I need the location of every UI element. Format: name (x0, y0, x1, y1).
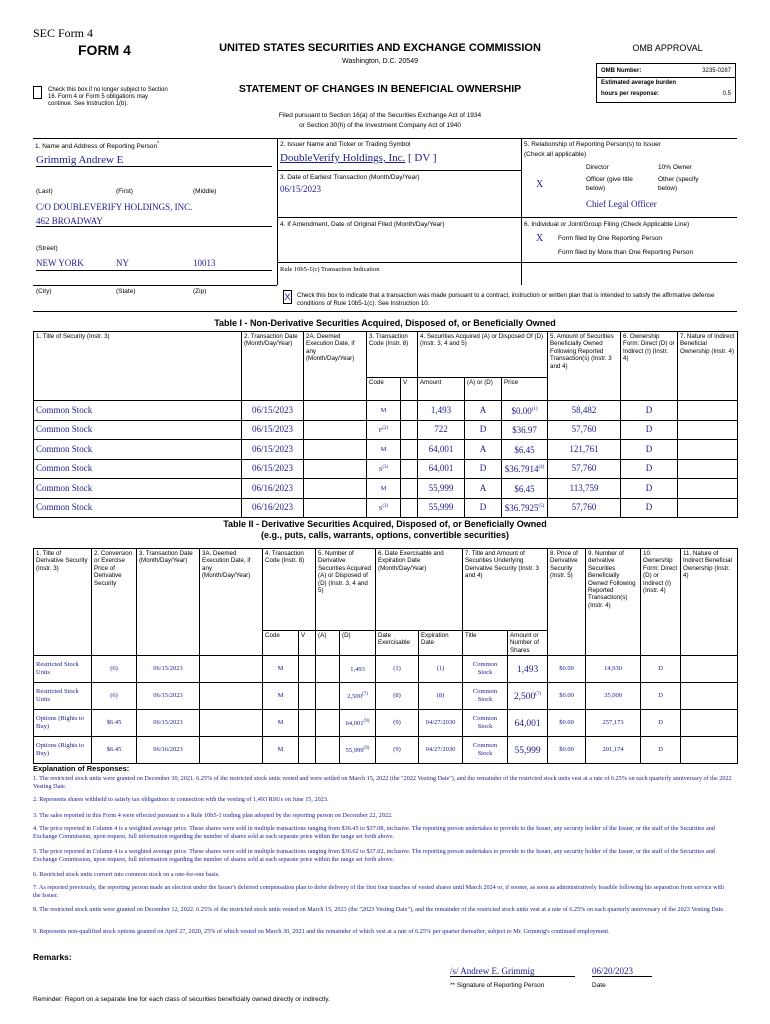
form-title: FORM 4 (78, 42, 131, 58)
street-label: (Street) (36, 245, 58, 252)
filed-pursuant-1: Filed pursuant to Section 16(a) of the Securities Exchange Act of 1934 (278, 112, 482, 119)
security-title: Common Stock (34, 401, 242, 421)
omb-number-label: OMB Number: (601, 68, 642, 74)
derivative-price: $0.00 (548, 737, 586, 764)
signature: /s/ Andrew E. Grimmig (450, 966, 575, 977)
underlying-title: Common Stock (463, 683, 508, 710)
filed-pursuant-2: or Section 30(h) of the Investment Company Act of 1940 (299, 122, 461, 129)
t2-h-deemed: 3A. Deemed Execution Date, if any (Month/Day/Year) (200, 549, 263, 656)
t1-h-amount: Amount (418, 378, 465, 401)
security-title: Common Stock (34, 440, 242, 460)
statement-title: STATEMENT OF CHANGES IN BENEFICIAL OWNERSHIP (238, 83, 522, 95)
table-row (34, 656, 738, 683)
t2-h-exp: Expiration Date (419, 631, 463, 656)
transaction-date: 06/15/2023 (137, 656, 200, 683)
underlying-amount: 55,999 (508, 737, 548, 764)
conversion-price: (6) (92, 656, 137, 683)
ownership-form: D (641, 737, 681, 764)
ownership-form: D (621, 420, 678, 440)
table-row (34, 401, 738, 421)
filed-by-one[interactable]: Form filed by One Reporting Person (558, 235, 663, 242)
omb-approval-title: OMB APPROVAL (632, 43, 703, 53)
rule-checkbox[interactable]: X (284, 292, 291, 302)
middle-label: (Middle) (193, 188, 217, 195)
transaction-code: M (263, 710, 299, 737)
date-label: Date (592, 982, 606, 989)
t1-h-code: 3. Transaction Code (Instr. 8) (367, 332, 418, 378)
table2-title: Table II - Derivative Securities Acquired, Disposed of, or Beneficially Owned (223, 519, 547, 529)
transaction-code: $S^{(3)}$ (367, 459, 401, 479)
rule-text: Check this box to indicate that a transaction was made pursuant to a contract, instruction or written plan that is intended to satisfy the affirmative defense conditions of Rule 10b5-1(c). See Instruction 10. (297, 292, 715, 307)
t2-h-date: 3. Transaction Date (Month/Day/Year) (137, 549, 200, 656)
date-exercisable: (8) (376, 683, 419, 710)
filed-by-more[interactable]: Form filed by More than One Reporting Person (558, 249, 694, 256)
filing-label: 6. Individual or Joint/Group Filing (Check Applicable Line) (524, 221, 690, 228)
transaction-code: M (263, 656, 299, 683)
transaction-date: 06/16/2023 (242, 479, 304, 499)
transaction-code: $S^{(3)}$ (367, 498, 401, 518)
earliest-date: 06/15/2023 (280, 184, 322, 194)
table-row (34, 498, 738, 518)
footnote: 9. Represents non-qualified stock options granted on April 27, 2020, 25% of which vested on March 30, 2021 and the remainder of which vest at a rate of 6.25% per quarter thereafter, subject to Mr. Grimmig's continued employment. (33, 928, 610, 935)
transaction-date: 06/16/2023 (137, 737, 200, 764)
t1-h-v: V (401, 378, 418, 401)
conversion-price: $6.45 (92, 737, 137, 764)
t2-h-title: 1. Title of Derivative Security (Instr. 3) (34, 549, 92, 656)
expiration-date: 04/27/2030 (419, 710, 463, 737)
table-row (34, 479, 738, 499)
deemed-date (304, 440, 367, 460)
v-flag (299, 656, 316, 683)
amount: 722 (418, 420, 465, 440)
t2-h-number: 5. Number of Derivative Securities Acquired (A) or Disposed of (D) (Instr. 3, 4 and 5) (316, 549, 376, 631)
transaction-date: 06/16/2023 (242, 498, 304, 518)
footnote: 1. The restricted stock units were granted on December 30, 2021. 6.25% of the restricted stock units vested and were settled on March 15, 2022 (the "2022 Vesting Date"), and the remainder of the restricted stock units vest at a rate of 6.25% on each quarterly anniversary of the 2022 Vesting Date. (33, 775, 732, 791)
t2-h-price: 8. Price of Derivative Security (Instr. 5) (548, 549, 586, 656)
table-row (34, 683, 738, 710)
t1-h-title: 1. Title of Security (Instr. 3) (34, 332, 242, 401)
transaction-code: M (263, 683, 299, 710)
deemed-date (200, 710, 263, 737)
date-exercisable: (9) (376, 710, 419, 737)
expiration-date: (8) (419, 683, 463, 710)
t1-h-form: 6. Ownership Form: Direct (D) or Indirect (I) (Instr. 4) (621, 332, 678, 401)
acquired (316, 656, 340, 683)
transaction-date: 06/15/2023 (242, 459, 304, 479)
deemed-date (304, 498, 367, 518)
city-label: (City) (36, 288, 52, 295)
no-longer-subject-text: Check this box if no longer subject to Section 16. Form 4 or Form 5 obligations may continue. See Instruction 1(b). (48, 87, 168, 107)
t2-h-nature: 11. Nature of Indirect Beneficial Ownership (Instr. 4) (681, 549, 738, 656)
transaction-code: M (263, 737, 299, 764)
footnote: 3. The sales reported in this Form 4 were effected pursuant to a Rule 10b5-1 trading plan adopted by the reporting person on December 22, 2022. (33, 812, 393, 819)
expiration-date: (1) (419, 656, 463, 683)
ownership-form: D (621, 459, 678, 479)
no-longer-subject-checkbox[interactable] (33, 86, 42, 99)
table-row (34, 737, 738, 764)
address-line-1: C/O DOUBLEVERIFY HOLDINGS, INC. (36, 202, 193, 212)
t2-h-form: 10. Ownership Form: Direct (D) or Indirect (I) (Instr. 4) (641, 549, 681, 656)
v-flag (401, 401, 418, 421)
reporting-person-label: 1. Name and Address of Reporting Person* (35, 141, 160, 151)
v-flag (299, 710, 316, 737)
acquired (316, 683, 340, 710)
table-row (34, 459, 738, 479)
derivative-price: $0.00 (548, 683, 586, 710)
t2-h-d: (D) (340, 631, 376, 656)
v-flag (401, 440, 418, 460)
t2-h-ul-title: Title (463, 631, 508, 656)
v-flag (401, 459, 418, 479)
zip-label: (Zip) (193, 288, 207, 295)
reminder-text: Reminder: Report on a separate line for each class of securities beneficially owned directly or indirectly. (33, 996, 330, 1003)
price: $36.97 (502, 420, 548, 440)
derivatives-owned: 35,000 (586, 683, 641, 710)
nature-indirect (678, 420, 738, 440)
t2-h-conv: 2. Conversion or Exercise Price of Derivative Security (92, 549, 137, 656)
omb-hours-label: hours per response: (601, 91, 660, 97)
director-option[interactable]: Director (586, 164, 609, 171)
ownership-form: D (641, 710, 681, 737)
t1-h-code-sub: Code (367, 378, 401, 401)
agency-location: Washington, D.C. 20549 (341, 58, 418, 65)
derivative-price: $0.00 (548, 656, 586, 683)
security-title: Common Stock (34, 420, 242, 440)
nature-indirect (681, 683, 738, 710)
footnote: 4. The price reported in Column 4 is a weighted average price. These shares were sold in multiple transactions ranging from $36.45 to $37.08, inclusive. The reporting person undertakes to provide to the Issuer, any security holder of the Issuer, or the staff of the Securities and Exchange Commission, upon request, full information regarding the number of shares sold at each separate price within the range set forth above. (33, 825, 715, 841)
derivatives-owned: 257,173 (586, 710, 641, 737)
a-or-d: D (465, 459, 502, 479)
last-label: (Last) (36, 188, 53, 195)
t2-h-v: V (299, 631, 316, 656)
acquired (316, 737, 340, 764)
conversion-price: $6.45 (92, 710, 137, 737)
nature-indirect (678, 498, 738, 518)
issuer-label: 2. Issuer Name and Ticker or Trading Symbol (280, 141, 411, 148)
deemed-date (200, 737, 263, 764)
underlying-title: Common Stock (463, 710, 508, 737)
v-flag (299, 737, 316, 764)
explanation-label: Explanation of Responses: (33, 764, 130, 773)
sec-form-label: SEC Form 4 (33, 26, 94, 40)
transaction-date: 06/15/2023 (137, 710, 200, 737)
state-value: NY (116, 258, 129, 268)
t2-h-owned: 9. Number of derivative Securities Beneficially Owned Following Reported Transaction(s) (Instr. 4) (586, 549, 641, 656)
acquired (316, 710, 340, 737)
underlying-title: Common Stock (463, 737, 508, 764)
t1-h-acquired: 4. Securities Acquired (A) or Disposed Of (D) (Instr. 3, 4 and 5) (418, 332, 548, 378)
remarks-label: Remarks: (33, 952, 72, 962)
amount-owned: 121,761 (548, 440, 621, 460)
amount: 64,001 (418, 440, 465, 460)
expiration-date: 04/27/2030 (419, 737, 463, 764)
signature-date: 06/20/2023 (592, 966, 652, 977)
address-line-2: 462 BROADWAY (36, 216, 272, 227)
a-or-d: D (465, 498, 502, 518)
t2-h-underlying: 7. Title and Amount of Securities Underlying Derivative Security (Instr. 3 and 4) (463, 549, 548, 631)
date-exercisable: (9) (376, 737, 419, 764)
footnote: 2. Represents shares withheld to satisfy tax obligations in connection with the vesting of 1,493 RSUs on June 15, 2023. (33, 796, 329, 803)
derivative-title: Restricted Stock Units (34, 656, 92, 683)
deemed-date (304, 479, 367, 499)
derivative-title: Options (Rights to Buy) (34, 710, 92, 737)
transaction-code: $F^{(2)}$ (367, 420, 401, 440)
nature-indirect (681, 710, 738, 737)
zip-value: 10013 (193, 258, 216, 268)
deemed-date (304, 420, 367, 440)
footnote: 8. The restricted stock units were granted on December 12, 2022. 6.25% of the restricted stock units vested on March 15, 2023 (the "2023 Vesting Date"), and the remainder of the restricted stock units vest at a rate of 6.25% on each quarterly anniversary of the 2023 Vesting Date. (33, 906, 725, 913)
derivatives-owned: 201,174 (586, 737, 641, 764)
nature-indirect (678, 479, 738, 499)
amount: 55,999 (418, 498, 465, 518)
state-label: (State) (116, 288, 136, 295)
deemed-date (304, 401, 367, 421)
officer-mark[interactable]: X (536, 179, 544, 190)
table-row (34, 440, 738, 460)
ownership-form: D (621, 479, 678, 499)
t2-h-a: (A) (316, 631, 340, 656)
footnote: 7. As reported previously, the reporting person made an election under the Issuer's deferred compensation plan to defer delivery of the first four tranches of vested shares until March 2024 or, if sooner, as soon as administratively feasible following his separation from service with the Issuer. (33, 884, 725, 900)
ownership-form: D (621, 498, 678, 518)
amount-owned: 58,482 (548, 401, 621, 421)
issuer-name[interactable]: DoubleVerify Holdings, Inc. [ DV ] (280, 152, 437, 164)
price: $36.7914$^{(4)}$ (502, 459, 548, 479)
ownership-form: D (641, 656, 681, 683)
a-or-d: A (465, 479, 502, 499)
amount: 1,493 (418, 401, 465, 421)
amendment-label: 4. If Amendment, Date of Original Filed (Month/Day/Year) (280, 221, 445, 228)
underlying-amount: 2,500$^{(7)}$ (508, 683, 548, 710)
earliest-date-label: 3. Date of Earliest Transaction (Month/Day/Year) (280, 174, 420, 181)
t1-h-price: Price (502, 378, 548, 401)
price: $6.45 (502, 479, 548, 499)
transaction-code: M (367, 479, 401, 499)
v-flag (401, 479, 418, 499)
table2 (33, 548, 738, 764)
ownership-form: D (621, 401, 678, 421)
reporting-person-name[interactable]: Grimmig Andrew E (36, 154, 272, 167)
price: $6.45 (502, 440, 548, 460)
nature-indirect (678, 459, 738, 479)
agency-name: UNITED STATES SECURITIES AND EXCHANGE COMMISSION (219, 42, 541, 54)
amount: 64,001 (418, 459, 465, 479)
underlying-amount: 64,001 (508, 710, 548, 737)
derivatives-owned: 14,930 (586, 656, 641, 683)
table1-title: Table I - Non-Derivative Securities Acquired, Disposed of, or Beneficially Owned (214, 318, 556, 328)
price: $0.00$^{(1)}$ (502, 401, 548, 421)
transaction-code: M (367, 440, 401, 460)
security-title: Common Stock (34, 459, 242, 479)
nature-indirect (678, 401, 738, 421)
other-option[interactable]: Other (specify below) (658, 176, 699, 192)
rule-label: Rule 10b5-1(c) Transaction Indication (280, 266, 380, 273)
t2-h-code: 4. Transaction Code (Instr. 8) (263, 549, 316, 631)
t1-h-date: 2. Transaction Date (Month/Day/Year) (242, 332, 304, 401)
officer-option[interactable]: Officer (give title below) (586, 176, 633, 192)
table1 (33, 331, 738, 518)
omb-number: 3235-0287 (702, 68, 731, 74)
ownership-form: D (621, 440, 678, 460)
derivative-title: Restricted Stock Units (34, 683, 92, 710)
footnote: 6. Restricted stock units convert into common stock on a one-for-one basis. (33, 871, 220, 878)
officer-title: Chief Legal Officer (586, 199, 657, 209)
table-row (34, 710, 738, 737)
nature-indirect (681, 656, 738, 683)
transaction-date: 06/15/2023 (242, 440, 304, 460)
deemed-date (304, 459, 367, 479)
first-label: (First) (116, 188, 133, 195)
disposed: 2,500$^{(7)}$ (340, 683, 376, 710)
table-row (34, 420, 738, 440)
v-flag (401, 420, 418, 440)
t2-h-date-ex: Date Exercisable (376, 631, 419, 656)
amount-owned: 57,760 (548, 420, 621, 440)
security-title: Common Stock (34, 479, 242, 499)
amount-owned: 57,760 (548, 498, 621, 518)
t1-h-deemed: 2A. Deemed Execution Date, if any (Month/Day/Year) (304, 332, 367, 401)
disposed: 55,999$^{(9)}$ (340, 737, 376, 764)
deemed-date (200, 656, 263, 683)
omb-hours: 0.5 (722, 91, 731, 97)
date-exercisable: (1) (376, 656, 419, 683)
security-title: Common Stock (34, 498, 242, 518)
a-or-d: A (465, 401, 502, 421)
footnote: 5. The price reported in Column 4 is a weighted average price. These shares were sold in multiple transactions ranging from $36.62 to $37.02, inclusive. The reporting person undertakes to provide to the Issuer, any security holder of the Issuer, or the staff of the Securities and Exchange Commission, upon request, full information regarding the number of shares sold at each separate price within the range set forth above. (33, 848, 715, 864)
relationship-label: 5. Relationship of Reporting Person(s) to Issuer (524, 141, 661, 148)
nature-indirect (681, 737, 738, 764)
ten-pct-owner-option[interactable]: 10% Owner (658, 164, 692, 171)
underlying-amount: 1,493 (508, 656, 548, 683)
omb-burden-label: Estimated average burden (601, 80, 677, 86)
amount-owned: 113,759 (548, 479, 621, 499)
relationship-sub: (Check all applicable) (524, 151, 587, 158)
v-flag (299, 683, 316, 710)
conversion-price: (6) (92, 683, 137, 710)
price: $36.7925$^{(5)}$ (502, 498, 548, 518)
derivative-price: $0.00 (548, 710, 586, 737)
derivative-title: Options (Rights to Buy) (34, 737, 92, 764)
a-or-d: D (465, 420, 502, 440)
underlying-title: Common Stock (463, 656, 508, 683)
t1-h-owned: 5. Amount of Securities Beneficially Owned Following Reported Transaction(s) (Instr. 3 and 4) (548, 332, 621, 401)
amount: 55,999 (418, 479, 465, 499)
t2-h-exercisable: 6. Date Exercisable and Expiration Date (Month/Day/Year) (376, 549, 463, 631)
v-flag (401, 498, 418, 518)
table2-subtitle: (e.g., puts, calls, warrants, options, convertible securities) (260, 530, 510, 540)
deemed-date (200, 683, 263, 710)
omb-box (596, 63, 736, 103)
transaction-date: 06/15/2023 (242, 420, 304, 440)
amount-owned: 57,760 (548, 459, 621, 479)
nature-indirect (678, 440, 738, 460)
ownership-form: D (641, 683, 681, 710)
t2-h-code-sub: Code (263, 631, 299, 656)
disposed: 64,001$^{(9)}$ (340, 710, 376, 737)
transaction-date: 06/15/2023 (137, 683, 200, 710)
signature-label: ** Signature of Reporting Person (450, 982, 545, 989)
filing-mark[interactable]: X (536, 233, 544, 244)
t2-h-ul-amt: Amount or Number of Shares (508, 631, 548, 656)
transaction-code: M (367, 401, 401, 421)
disposed: 1,493 (340, 656, 376, 683)
transaction-date: 06/15/2023 (242, 401, 304, 421)
city-value: NEW YORK (36, 258, 84, 268)
t1-h-nature: 7. Nature of Indirect Beneficial Ownership (Instr. 4) (678, 332, 738, 401)
a-or-d: A (465, 440, 502, 460)
t1-h-aord: (A) or (D) (465, 378, 502, 401)
